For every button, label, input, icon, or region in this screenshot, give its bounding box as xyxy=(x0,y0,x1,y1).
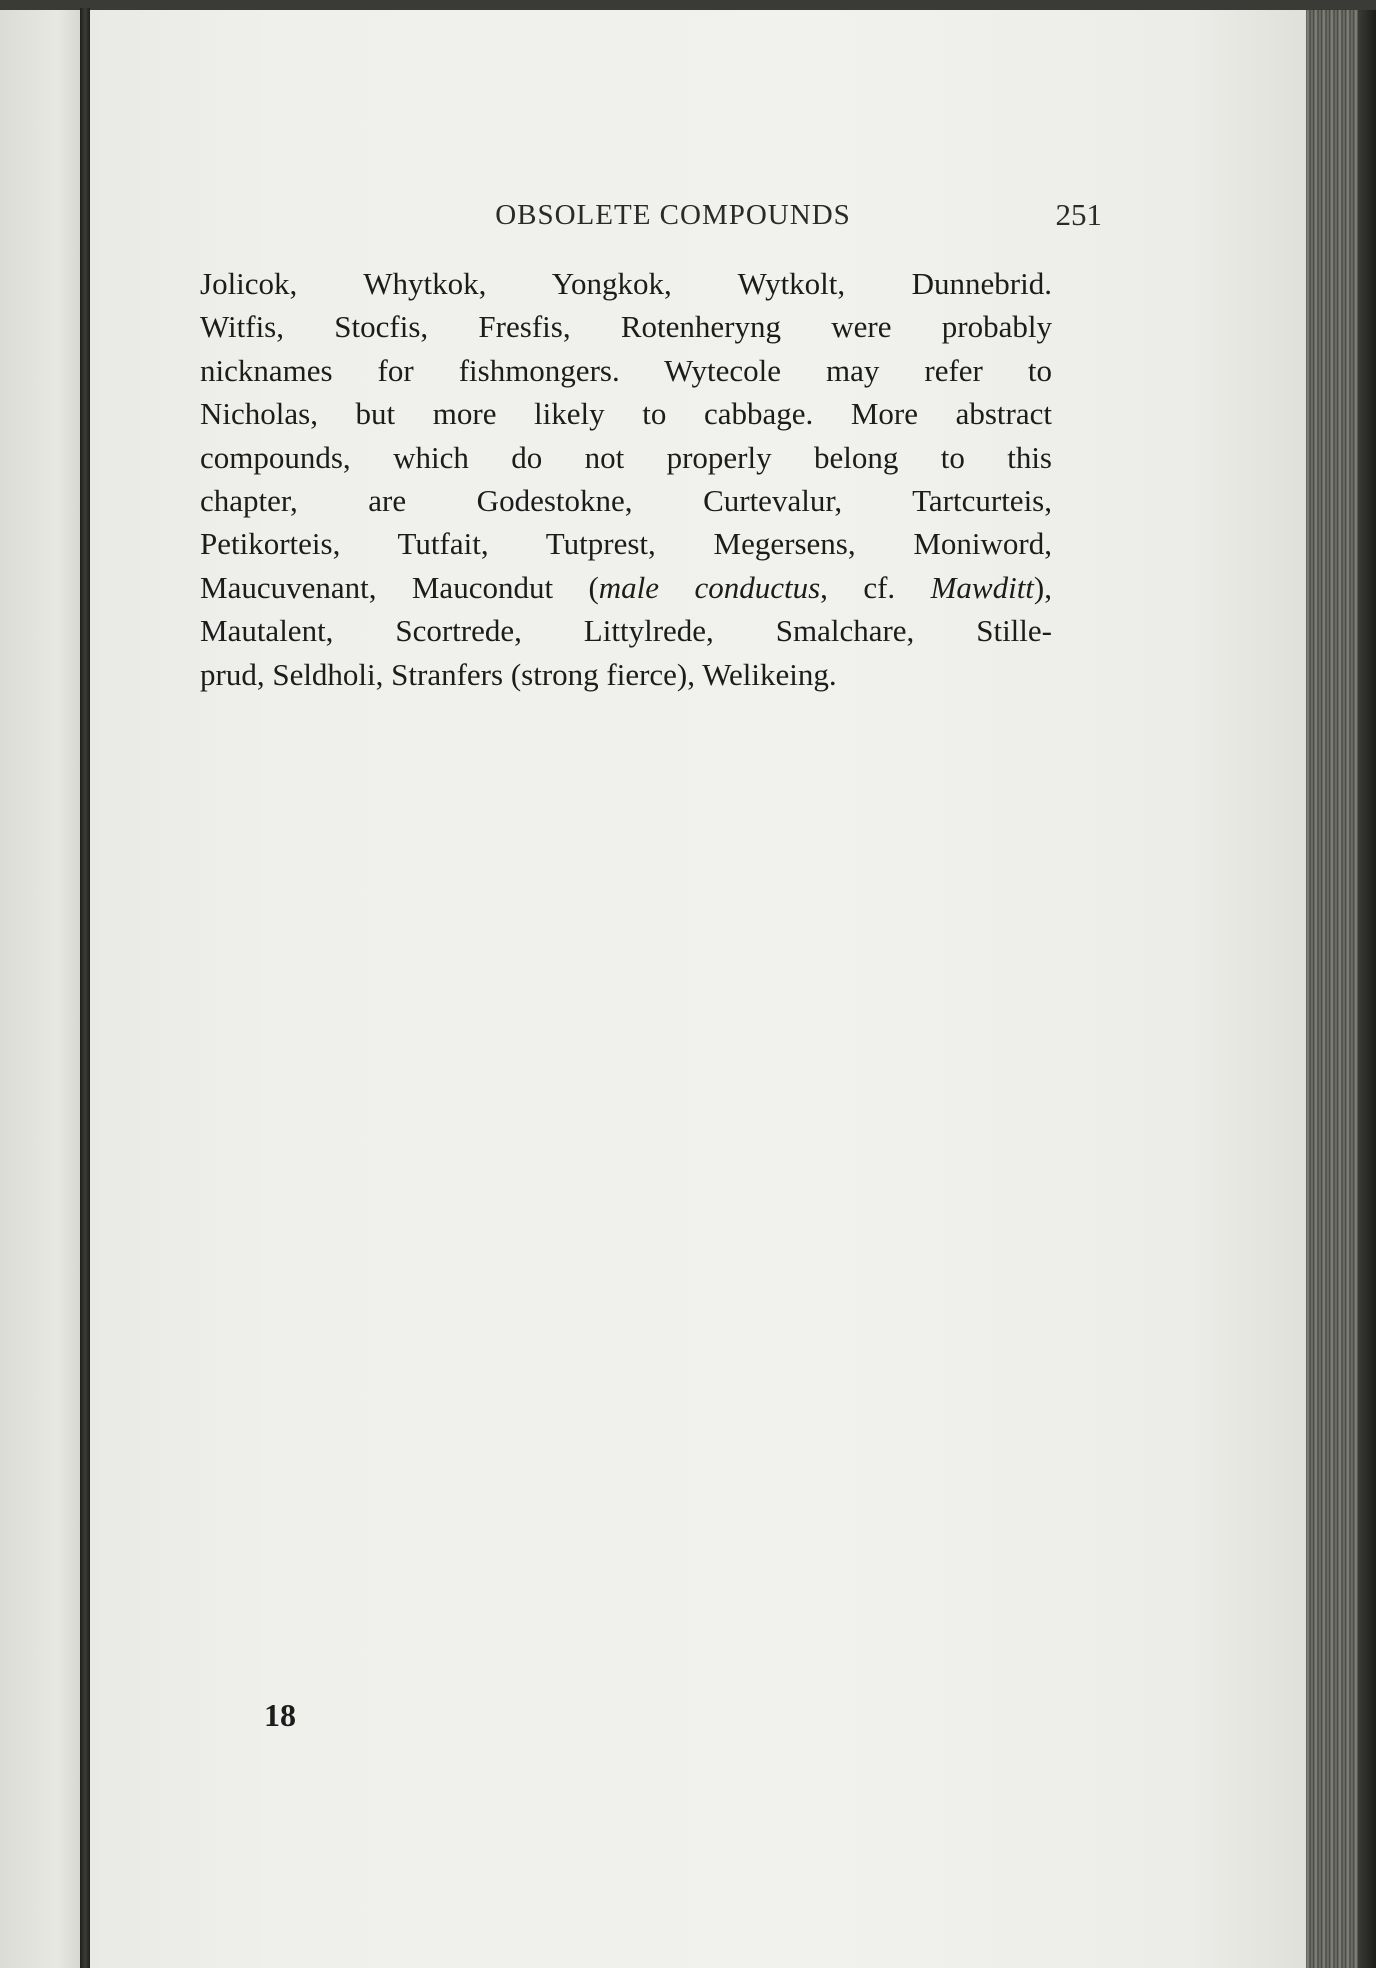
text-line: Nicholas, but more likely to cabbage. More abstract xyxy=(200,396,1052,432)
text-line: Jolicok, Whytkok, Yongkok, Wytkolt, Dunnebrid. xyxy=(200,266,1052,301)
body-paragraph xyxy=(200,262,1052,696)
italic-term: male conductus xyxy=(598,569,821,605)
page-number: 251 xyxy=(1055,197,1102,232)
text-line: compounds, which do not properly belong to this xyxy=(200,439,1052,475)
text-run: , cf. xyxy=(820,569,931,605)
text-line: chapter, are Godestokne, Curtevalur, Tartcurteis, xyxy=(200,482,1052,518)
facing-page-edge xyxy=(0,10,82,1968)
signature-mark: 18 xyxy=(264,1697,296,1733)
text-line: Mautalent, Scortrede, Littylrede, Smalchare, Stille- xyxy=(200,613,1052,649)
running-head xyxy=(90,190,1308,240)
running-title: OBSOLETE COMPOUNDS xyxy=(495,199,851,231)
text-line: Petikorteis, Tutfait, Tutprest, Megersens, Moniword, xyxy=(200,526,1052,562)
text-line: Witfis, Stocfis, Fresfis, Rotenheryng were probably xyxy=(200,309,1052,345)
italic-term: Mawditt xyxy=(930,569,1034,605)
book-gutter xyxy=(80,8,90,1968)
text-run: ), xyxy=(1033,569,1052,605)
page-block-edges xyxy=(1306,10,1376,1968)
text-line xyxy=(200,566,1052,609)
text-run: Maucuvenant, Maucondut ( xyxy=(200,569,599,605)
text-line: nicknames for fishmongers. Wytecole may refer to xyxy=(200,352,1052,388)
text-line: prud, Seldholi, Stranfers (strong fierce), Welikeing. xyxy=(200,656,837,692)
